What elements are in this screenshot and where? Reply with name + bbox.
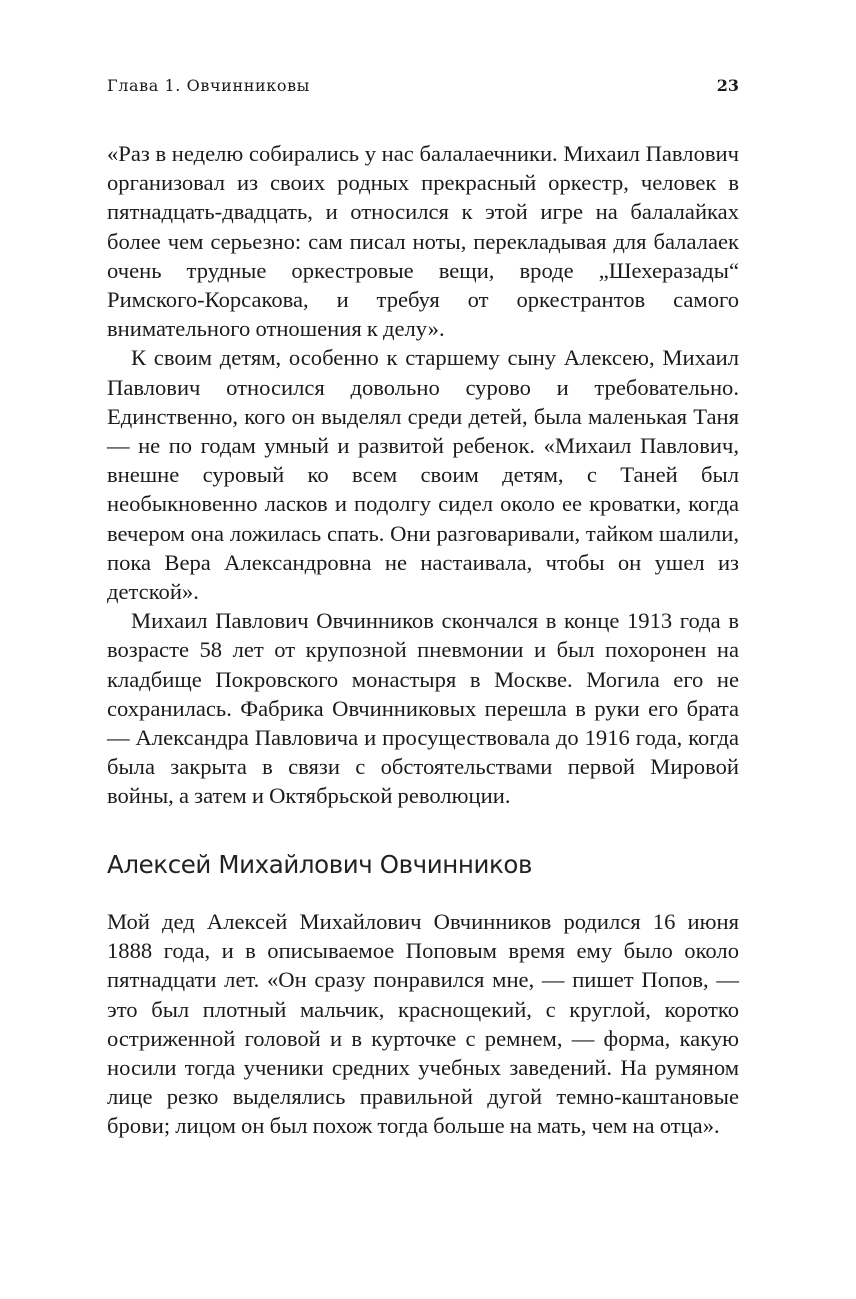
running-header: [107, 76, 739, 100]
paragraph-death: Михаил Павлович Овчинников скончался в конце 1913 года в возрасте 58 лет от крупозной пневмонии и был похоронен на кладбище Покровского монастыря в Москве. Могила его не сохранилась. Фабрика Овчинниковых перешла в руки его брата — Александра Павловича и просуществовала до 1916 года, когда была закрыта в связи с обстоятельствами первой Мировой войны, а затем и Октябрьской революции.: [107, 608, 739, 809]
chapter-title: Глава 1. Овчинниковы: [107, 76, 311, 95]
body-text-after-heading: [107, 907, 739, 1141]
section-heading: Алексей Михайлович Овчинников: [107, 850, 533, 879]
page-number: 23: [716, 76, 739, 95]
body-text-before-heading: [107, 139, 739, 811]
paragraph-children: К своим детям, особенно к старшему сыну Алексею, Михаил Павлович относился довольно сурово и требовательно. Единственно, кого он выделял среди детей, была маленькая Таня — не по годам умный и развитой ребенок. «Михаил Павлович, внешне суровый ко всем своим детям, с Таней был необыкновенно ласков и подолгу сидел около ее кроватки, когда вечером она ложилась спать. Они разговаривали, тайком шалили, пока Вера Александровна не настаивала, чтобы он ушел из детской».: [107, 345, 739, 605]
paragraph-balalaika-orchestra: «Раз в неделю собирались у нас балалаечники. Михаил Павлович организовал из своих родных прекрасный оркестр, человек в пятнадцать-двадцать, и относился к этой игре на балалайках более чем серьезно: сам писал ноты, перекладывая для балалаек очень трудные оркестровые вещи, вроде „Шехеразады“ Римского-Корсакова, и требуя от оркестрантов самого внимательного отношения к делу».: [107, 141, 739, 342]
paragraph-grandfather: Мой дед Алексей Михайлович Овчинников родился 16 июня 1888 года, и в описываемое Поповым время ему было около пятнадцати лет. «Он сразу понравился мне, — пишет Попов, — это был плотный мальчик, краснощекий, с круглой, коротко остриженной головой и в курточке с ремнем, — форма, какую носили тогда ученики средних учебных заведений. На румяном лице резко выделялись правильной дугой темно-каштановые брови; лицом он был похож тогда больше на мать, чем на отца».: [107, 909, 739, 1139]
